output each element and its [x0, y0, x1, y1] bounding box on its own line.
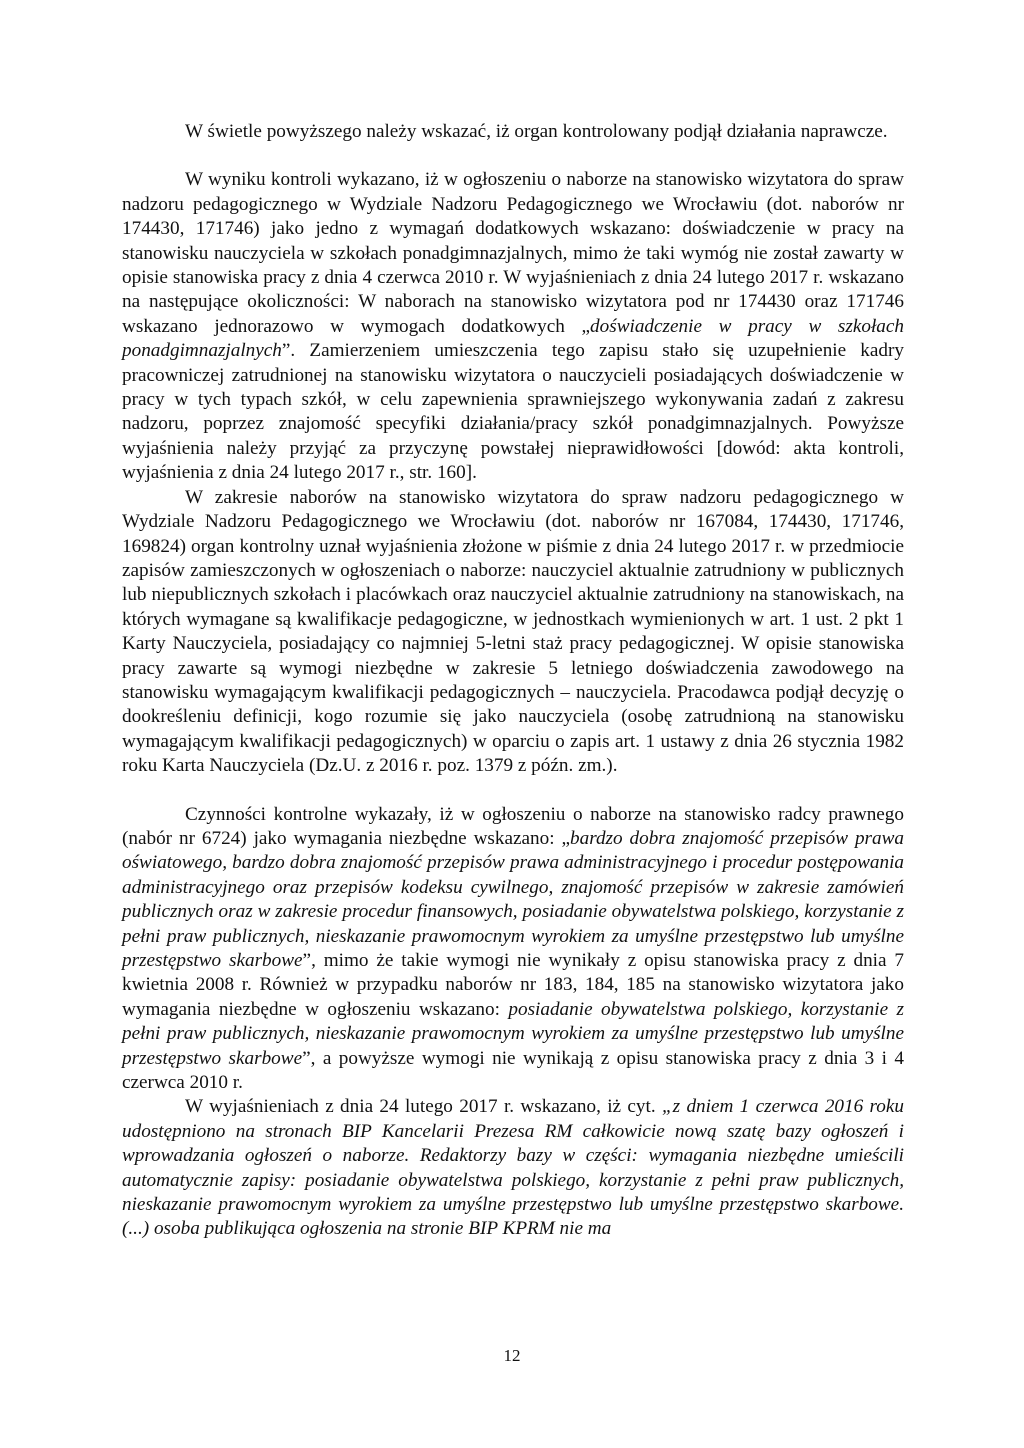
paragraph-1	[122, 120, 904, 144]
paragraph-2	[122, 168, 904, 485]
italic-quote: doświadczenie w pracy w szkołach ponadgimnazjalnych	[122, 315, 905, 362]
text-run: W świetle powyższego należy wskazać, iż organ kontrolowany podjął działania naprawcze.	[185, 121, 888, 142]
italic-quote: bardzo dobra znajomość przepisów prawa oświatowego, bardzo dobra znajomość przepisów prawa administracyjnego i procedur postępowania administracyjnego oraz przepisów kodeksu cywilnego, znajomość przepisów w zakresie zamówień publicznych oraz w zakresie procedur finansowych, posiadanie obywatelstwa polskiego, korzystanie z pełni praw publicznych, nieskazanie prawomocnym wyrokiem za umyślne przestępstwo lub umyślne przestępstwo skarbowe	[122, 827, 904, 971]
text-run: ”, a powyższe wymogi nie wynikają z opisu stanowiska pracy z dnia 3 i 4 czerwca 2010 r.	[122, 1047, 905, 1094]
italic-quote: „z dniem 1 czerwca 2016 roku udostępniono na stronach BIP Kancelarii Prezesa RM całkowicie nową szatę bazy ogłoszeń i wprowadzania ogłoszeń o naborze. Redaktorzy bazy w części: wymagania niezbędne umieścili automatycznie zapisy: posiadanie obywatelstwa polskiego, korzystanie z pełni praw publicznych, nieskazanie prawomocnym wyrokiem za umyślne przestępstwo lub umyślne przestępstwo skarbowe. (...) osoba publikująca ogłoszenia na stronie BIP KPRM nie ma	[122, 1096, 904, 1240]
text-run: ”, mimo że takie wymogi nie wynikały z opisu stanowiska pracy z dnia 7 kwietnia 2008 r. Również w przypadku naborów nr 183, 184, 185 na stanowisko wizytatora jako wymagania niezbędne w ogłoszeniu wskazano:	[122, 950, 904, 1020]
paragraph-5	[122, 1095, 904, 1241]
paragraph-3	[122, 486, 904, 779]
text-run: Czynności kontrolne wykazały, iż w ogłoszeniu o naborze na stanowisko radcy prawnego (nabór nr 6724) jako wymagania niezbędne wskazano: „	[122, 803, 904, 849]
paragraph-4	[122, 803, 904, 1096]
paragraph-gap	[122, 144, 904, 168]
document-page	[122, 120, 904, 1242]
page-number: 12	[503, 1346, 521, 1365]
text-run: W wyniku kontroli wykazano, iż w ogłoszeniu o naborze na stanowisko wizytatora do spraw nadzoru pedagogicznego w Wydziale Nadzoru Pedagogicznego we Wrocławiu (dot. naborów nr 174430, 171746) jako jedno z wymagań dodatkowych wskazano: doświadczenie w pracy na stanowisku nauczyciela w szkołach ponadgimnazjalnych, mimo że taki wymóg nie został zawarty w opisie stanowiska pracy z dnia 4 czerwca 2010 r. W wyjaśnieniach z dnia 24 lutego 2017 r. wskazano na następujące okoliczności: W naborach na stanowisko wizytatora pod nr 174430 oraz 171746 wskazano jednorazowo w wymogach dodatkowych „	[122, 169, 904, 337]
text-run: W wyjaśnieniach z dnia 24 lutego 2017 r. wskazano, iż cyt.	[185, 1096, 662, 1118]
text-run: W zakresie naborów na stanowisko wizytatora do spraw nadzoru pedagogicznego w Wydziale Nadzoru Pedagogicznego we Wrocławiu (dot. naborów nr 167084, 174430, 171746, 169824) organ kontrolny uznał wyjaśnienia złożone w piśmie z dnia 24 lutego 2017 r. w przedmiocie zapisów zamieszczonych w ogłoszeniach o naborze: nauczyciel aktualnie zatrudniony w publicznych lub niepublicznych szkołach i placówkach oraz nauczyciel aktualnie zatrudniony na stanowiskach, na których wymagane są kwalifikacje pedagogiczne, w jednostkach wymienionych w art. 1 ust. 2 pkt 1 Karty Nauczyciela, posiadający co najmniej 5-letni staż pracy pedagogicznej. W opisie stanowiska pracy zawarte są wymogi niezbędne w zakresie 5 letniego doświadczenia zawodowego na stanowisku wymagającym kwalifikacji pedagogicznych – nauczyciela. Pracodawca podjął decyzję o dookreśleniu definicji, kogo rozumie się jako nauczyciela (osobę zatrudnioną na stanowisku wymagającym kwalifikacji pedagogicznych) w oparciu o zapis art. 1 ustawy z dnia 26 stycznia 1982 roku Karta Nauczyciela (Dz.U. z 2016 r. poz. 1379 z późn. zm.).	[122, 486, 904, 777]
paragraph-gap	[122, 779, 904, 803]
text-run: ”. Zamierzeniem umieszczenia tego zapisu stało się uzupełnienie kadry pracowniczej zatrudnionej na stanowisku wizytatora o nauczycieli posiadających doświadczenie w pracy w tych typach szkół, w celu zapewnienia sprawniejszego wykonywania zadań z zakresu nadzoru, poprzez znajomość specyfiki działania/pracy szkół ponadgimnazjalnych. Powyższe wyjaśnienia należy przyjąć za przyczynę powstałej nieprawidłowości [dowód: akta kontroli, wyjaśnienia z dnia 24 lutego 2017 r., str. 160].	[122, 340, 904, 484]
italic-quote: posiadanie obywatelstwa polskiego, korzystanie z pełni praw publicznych, nieskazanie prawomocnym wyrokiem za umyślne przestępstwo lub umyślne przestępstwo skarbowe	[122, 998, 904, 1069]
